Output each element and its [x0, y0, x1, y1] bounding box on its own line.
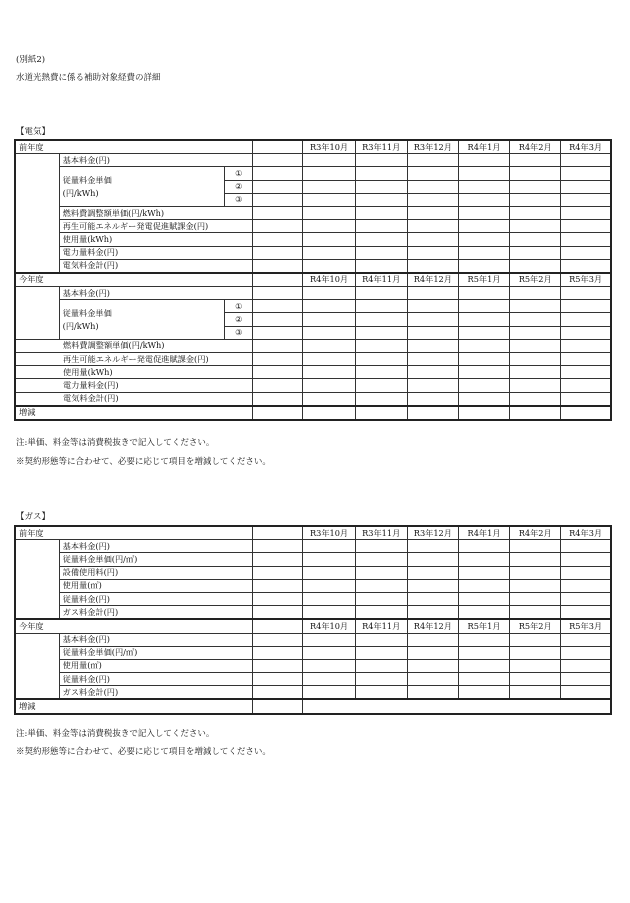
gas-section-title: 【ガス】	[16, 512, 51, 522]
table-cell	[407, 193, 458, 206]
row-label: 燃料費調整額単価(円/kWh)	[15, 339, 253, 352]
change-label: 増減	[15, 699, 253, 713]
table-cell	[510, 206, 561, 219]
table-cell	[407, 339, 458, 352]
table-cell	[407, 313, 458, 326]
table-cell	[355, 326, 407, 339]
table-cell	[510, 566, 561, 579]
month-header: R4年1月	[458, 526, 509, 540]
table-cell	[303, 379, 355, 392]
table-cell	[510, 659, 561, 672]
month-header: R5年2月	[510, 619, 561, 633]
month-header: R3年10月	[303, 140, 355, 154]
table-cell	[253, 633, 303, 646]
table-cell	[355, 540, 407, 553]
table-cell	[303, 592, 355, 605]
table-cell	[407, 167, 458, 180]
month-header: R5年1月	[458, 619, 509, 633]
table-cell	[458, 154, 509, 167]
row-label: 再生可能エネルギー発電促進賦課金(円)	[59, 220, 253, 233]
table-cell	[510, 406, 561, 420]
table-cell	[303, 326, 355, 339]
table-cell	[303, 540, 355, 553]
table-cell	[253, 379, 303, 392]
table-cell	[253, 392, 303, 406]
table-cell	[303, 659, 355, 672]
month-header: R3年10月	[303, 526, 355, 540]
electricity-note-1: 注:単価、料金等は消費税抜きで記入してください。	[16, 438, 215, 448]
month-header: R4年3月	[561, 140, 611, 154]
table-cell	[458, 633, 509, 646]
table-cell	[15, 300, 59, 313]
table-cell	[407, 259, 458, 273]
table-cell	[355, 406, 407, 420]
table-cell	[355, 233, 407, 246]
row-label: 基本料金(円)	[59, 633, 253, 646]
table-cell	[355, 659, 407, 672]
table-cell	[253, 167, 303, 180]
table-cell	[253, 140, 303, 154]
table-cell	[407, 326, 458, 339]
table-cell	[355, 259, 407, 273]
table-cell	[561, 300, 611, 313]
table-cell	[561, 540, 611, 553]
table-cell	[510, 154, 561, 167]
table-cell	[561, 553, 611, 566]
row-label: 電力量料金(円)	[59, 246, 253, 259]
table-cell	[407, 540, 458, 553]
table-cell	[458, 646, 509, 659]
table-cell	[561, 366, 611, 379]
table-cell	[303, 566, 355, 579]
table-cell	[510, 193, 561, 206]
tier-label: ②	[225, 313, 253, 326]
prev-year-label: 前年度	[15, 140, 253, 154]
row-label: ガス料金計(円)	[59, 686, 253, 700]
table-cell	[458, 246, 509, 259]
table-cell	[510, 233, 561, 246]
table-cell	[510, 592, 561, 605]
table-cell	[458, 659, 509, 672]
table-cell	[253, 339, 303, 352]
table-cell	[510, 246, 561, 259]
table-cell	[355, 246, 407, 259]
table-cell	[303, 633, 355, 646]
row-label: 使用量(㎥)	[59, 579, 253, 592]
table-cell	[510, 339, 561, 352]
table-cell	[303, 353, 355, 366]
table-cell	[253, 246, 303, 259]
month-header: R4年11月	[355, 619, 407, 633]
table-cell	[510, 579, 561, 592]
table-cell	[253, 592, 303, 605]
table-cell	[253, 673, 303, 686]
table-cell	[303, 206, 355, 219]
table-cell	[303, 300, 355, 313]
table-cell	[253, 206, 303, 219]
table-cell	[15, 313, 59, 326]
table-cell	[561, 326, 611, 339]
table-cell	[561, 566, 611, 579]
table-cell	[407, 206, 458, 219]
table-cell	[510, 287, 561, 300]
table-cell	[510, 646, 561, 659]
table-cell	[458, 233, 509, 246]
table-cell	[561, 206, 611, 219]
row-label: 電気料金計(円)	[15, 392, 253, 406]
table-cell	[253, 606, 303, 620]
table-cell	[458, 392, 509, 406]
prev-year-label: 前年度	[15, 526, 253, 540]
table-cell	[561, 379, 611, 392]
table-cell	[510, 686, 561, 700]
table-cell	[407, 553, 458, 566]
table-cell	[355, 379, 407, 392]
table-cell	[303, 259, 355, 273]
table-cell	[355, 392, 407, 406]
table-cell	[458, 259, 509, 273]
table-cell	[355, 300, 407, 313]
table-cell	[458, 366, 509, 379]
table-cell	[510, 313, 561, 326]
row-label: 再生可能エネルギー発電促進賦課金(円)	[15, 353, 253, 366]
table-cell	[510, 540, 561, 553]
table-cell	[458, 193, 509, 206]
table-cell	[561, 339, 611, 352]
table-cell	[561, 154, 611, 167]
tier-label: ②	[225, 180, 253, 193]
table-cell	[407, 659, 458, 672]
table-cell	[303, 646, 355, 659]
table-cell	[561, 673, 611, 686]
month-header: R4年2月	[510, 526, 561, 540]
month-header: R3年11月	[355, 526, 407, 540]
row-label: 従量料金単価(円/㎥)	[59, 553, 253, 566]
table-cell	[458, 553, 509, 566]
table-cell	[407, 366, 458, 379]
table-cell	[355, 180, 407, 193]
table-cell	[303, 220, 355, 233]
table-cell	[355, 566, 407, 579]
month-header: R4年3月	[561, 526, 611, 540]
table-cell	[303, 193, 355, 206]
table-cell	[253, 326, 303, 339]
table-cell	[407, 220, 458, 233]
table-cell	[561, 406, 611, 420]
table-cell	[355, 353, 407, 366]
table-cell	[253, 353, 303, 366]
table-cell	[303, 313, 355, 326]
table-cell	[303, 246, 355, 259]
table-cell	[561, 193, 611, 206]
table-cell	[303, 686, 355, 700]
table-cell	[407, 406, 458, 420]
table-cell	[253, 220, 303, 233]
table-cell	[15, 540, 59, 620]
table-cell	[510, 180, 561, 193]
table-cell	[561, 259, 611, 273]
table-cell	[510, 366, 561, 379]
table-cell	[253, 273, 303, 287]
table-cell	[510, 379, 561, 392]
table-cell	[355, 646, 407, 659]
row-label: 基本料金(円)	[59, 287, 253, 300]
table-cell	[510, 326, 561, 339]
table-cell	[407, 353, 458, 366]
table-cell	[407, 379, 458, 392]
table-cell	[253, 540, 303, 553]
table-cell	[355, 220, 407, 233]
table-cell	[561, 686, 611, 700]
table-cell	[253, 526, 303, 540]
row-label: 基本料金(円)	[59, 540, 253, 553]
table-cell	[303, 154, 355, 167]
table-cell	[458, 379, 509, 392]
table-cell	[561, 659, 611, 672]
table-cell	[561, 579, 611, 592]
table-cell	[407, 646, 458, 659]
table-cell	[458, 353, 509, 366]
attachment-label: (別紙2)	[16, 55, 46, 65]
table-cell	[355, 579, 407, 592]
tier-label: ③	[225, 326, 253, 339]
row-label: 基本料金(円)	[59, 154, 253, 167]
table-cell	[561, 313, 611, 326]
tier-label: ①	[225, 300, 253, 313]
table-cell	[407, 287, 458, 300]
table-cell	[407, 300, 458, 313]
table-cell	[407, 673, 458, 686]
table-cell	[355, 193, 407, 206]
month-header: R4年12月	[407, 273, 458, 287]
table-cell	[15, 154, 59, 273]
table-cell	[458, 180, 509, 193]
table-cell	[510, 606, 561, 620]
table-cell	[458, 579, 509, 592]
table-cell	[510, 392, 561, 406]
table-cell	[253, 180, 303, 193]
table-cell	[510, 259, 561, 273]
month-header: R4年1月	[458, 140, 509, 154]
curr-year-label: 今年度	[15, 619, 253, 633]
month-header: R3年12月	[407, 526, 458, 540]
table-cell	[253, 646, 303, 659]
month-header: R3年12月	[407, 140, 458, 154]
gas-table	[14, 525, 612, 715]
table-cell	[303, 579, 355, 592]
electricity-section-title: 【電気】	[16, 127, 51, 137]
table-cell	[407, 233, 458, 246]
table-cell	[303, 167, 355, 180]
month-header: R4年12月	[407, 619, 458, 633]
table-cell	[510, 220, 561, 233]
table-cell	[458, 592, 509, 605]
table-cell	[561, 246, 611, 259]
table-cell	[253, 300, 303, 313]
table-cell	[458, 206, 509, 219]
table-cell	[561, 646, 611, 659]
table-cell	[303, 392, 355, 406]
table-cell	[458, 313, 509, 326]
table-cell	[458, 326, 509, 339]
table-cell	[510, 167, 561, 180]
table-cell	[458, 220, 509, 233]
table-cell	[15, 287, 59, 300]
row-label: 従量料金(円)	[59, 592, 253, 605]
row-label: 従量料金(円)	[59, 673, 253, 686]
table-cell	[561, 633, 611, 646]
table-cell	[561, 220, 611, 233]
table-cell	[407, 686, 458, 700]
table-cell	[510, 553, 561, 566]
table-cell	[355, 154, 407, 167]
table-cell	[458, 673, 509, 686]
row-label: 設備使用料(円)	[59, 566, 253, 579]
table-cell	[355, 592, 407, 605]
row-label: 従量料金単価 (円/kWh)	[59, 167, 225, 207]
table-cell	[407, 154, 458, 167]
month-header: R3年11月	[355, 140, 407, 154]
month-header: R5年2月	[510, 273, 561, 287]
table-cell	[407, 246, 458, 259]
table-cell	[303, 339, 355, 352]
table-cell	[253, 686, 303, 700]
table-cell	[303, 673, 355, 686]
row-label: 使用量(kWh)	[15, 366, 253, 379]
tier-label: ①	[225, 167, 253, 180]
table-cell	[253, 406, 303, 420]
table-cell	[561, 233, 611, 246]
tier-label: ③	[225, 193, 253, 206]
table-cell	[253, 699, 303, 713]
table-cell	[561, 353, 611, 366]
month-header: R5年1月	[458, 273, 509, 287]
row-label: 電気料金計(円)	[59, 259, 253, 273]
page-title: 水道光熱費に係る補助対象経費の詳細	[16, 73, 161, 83]
table-cell	[253, 193, 303, 206]
table-cell	[253, 287, 303, 300]
table-cell	[253, 154, 303, 167]
table-cell	[355, 606, 407, 620]
table-cell	[561, 167, 611, 180]
table-cell	[458, 287, 509, 300]
gas-note-1: 注:単価、料金等は消費税抜きで記入してください。	[16, 729, 215, 739]
table-cell	[303, 366, 355, 379]
table-cell	[355, 339, 407, 352]
row-label: ガス料金計(円)	[59, 606, 253, 620]
table-cell	[458, 566, 509, 579]
table-cell	[355, 686, 407, 700]
table-cell	[253, 313, 303, 326]
table-cell	[303, 606, 355, 620]
curr-year-label: 今年度	[15, 273, 253, 287]
table-cell	[561, 180, 611, 193]
table-cell	[510, 673, 561, 686]
electricity-note-2: ※契約形態等に合わせて、必要に応じて項目を増減してください。	[16, 457, 271, 467]
table-cell	[355, 553, 407, 566]
table-cell	[303, 553, 355, 566]
table-cell	[407, 592, 458, 605]
month-header: R4年2月	[510, 140, 561, 154]
table-cell	[303, 699, 611, 713]
table-cell	[303, 287, 355, 300]
table-cell	[458, 406, 509, 420]
row-label: 使用量(kWh)	[59, 233, 253, 246]
table-cell	[407, 633, 458, 646]
table-cell	[407, 392, 458, 406]
table-cell	[253, 366, 303, 379]
table-cell	[253, 579, 303, 592]
table-cell	[355, 167, 407, 180]
gas-note-2: ※契約形態等に合わせて、必要に応じて項目を増減してください。	[16, 747, 271, 757]
table-cell	[407, 606, 458, 620]
table-cell	[303, 180, 355, 193]
table-cell	[458, 300, 509, 313]
table-cell	[458, 339, 509, 352]
table-cell	[253, 659, 303, 672]
table-cell	[253, 553, 303, 566]
row-label: 電力量料金(円)	[15, 379, 253, 392]
month-header: R4年11月	[355, 273, 407, 287]
table-cell	[303, 233, 355, 246]
table-cell	[458, 540, 509, 553]
month-header: R4年10月	[303, 273, 355, 287]
table-cell	[561, 392, 611, 406]
row-label: 従量料金単価(円/㎥)	[59, 646, 253, 659]
table-cell	[355, 206, 407, 219]
table-cell	[355, 313, 407, 326]
table-cell	[303, 406, 355, 420]
month-header: R5年3月	[561, 273, 611, 287]
table-cell	[407, 566, 458, 579]
table-cell	[355, 287, 407, 300]
table-cell	[253, 566, 303, 579]
table-cell	[561, 287, 611, 300]
table-cell	[407, 180, 458, 193]
month-header: R4年10月	[303, 619, 355, 633]
table-cell	[458, 606, 509, 620]
row-label: 燃料費調整額単価(円/kWh)	[59, 206, 253, 219]
change-label: 増減	[15, 406, 253, 420]
table-cell	[253, 619, 303, 633]
table-cell	[355, 673, 407, 686]
table-cell	[407, 579, 458, 592]
table-cell	[355, 366, 407, 379]
row-label: 従量料金単価 (円/kWh)	[59, 300, 225, 340]
month-header: R5年3月	[561, 619, 611, 633]
table-cell	[253, 259, 303, 273]
table-cell	[561, 606, 611, 620]
table-cell	[15, 633, 59, 699]
table-cell	[510, 353, 561, 366]
electricity-table	[14, 139, 612, 421]
table-cell	[458, 167, 509, 180]
row-label: 使用量(㎥)	[59, 659, 253, 672]
table-cell	[355, 633, 407, 646]
table-cell	[253, 233, 303, 246]
table-cell	[510, 633, 561, 646]
table-cell	[15, 326, 59, 339]
table-cell	[561, 592, 611, 605]
table-cell	[510, 300, 561, 313]
table-cell	[458, 686, 509, 700]
